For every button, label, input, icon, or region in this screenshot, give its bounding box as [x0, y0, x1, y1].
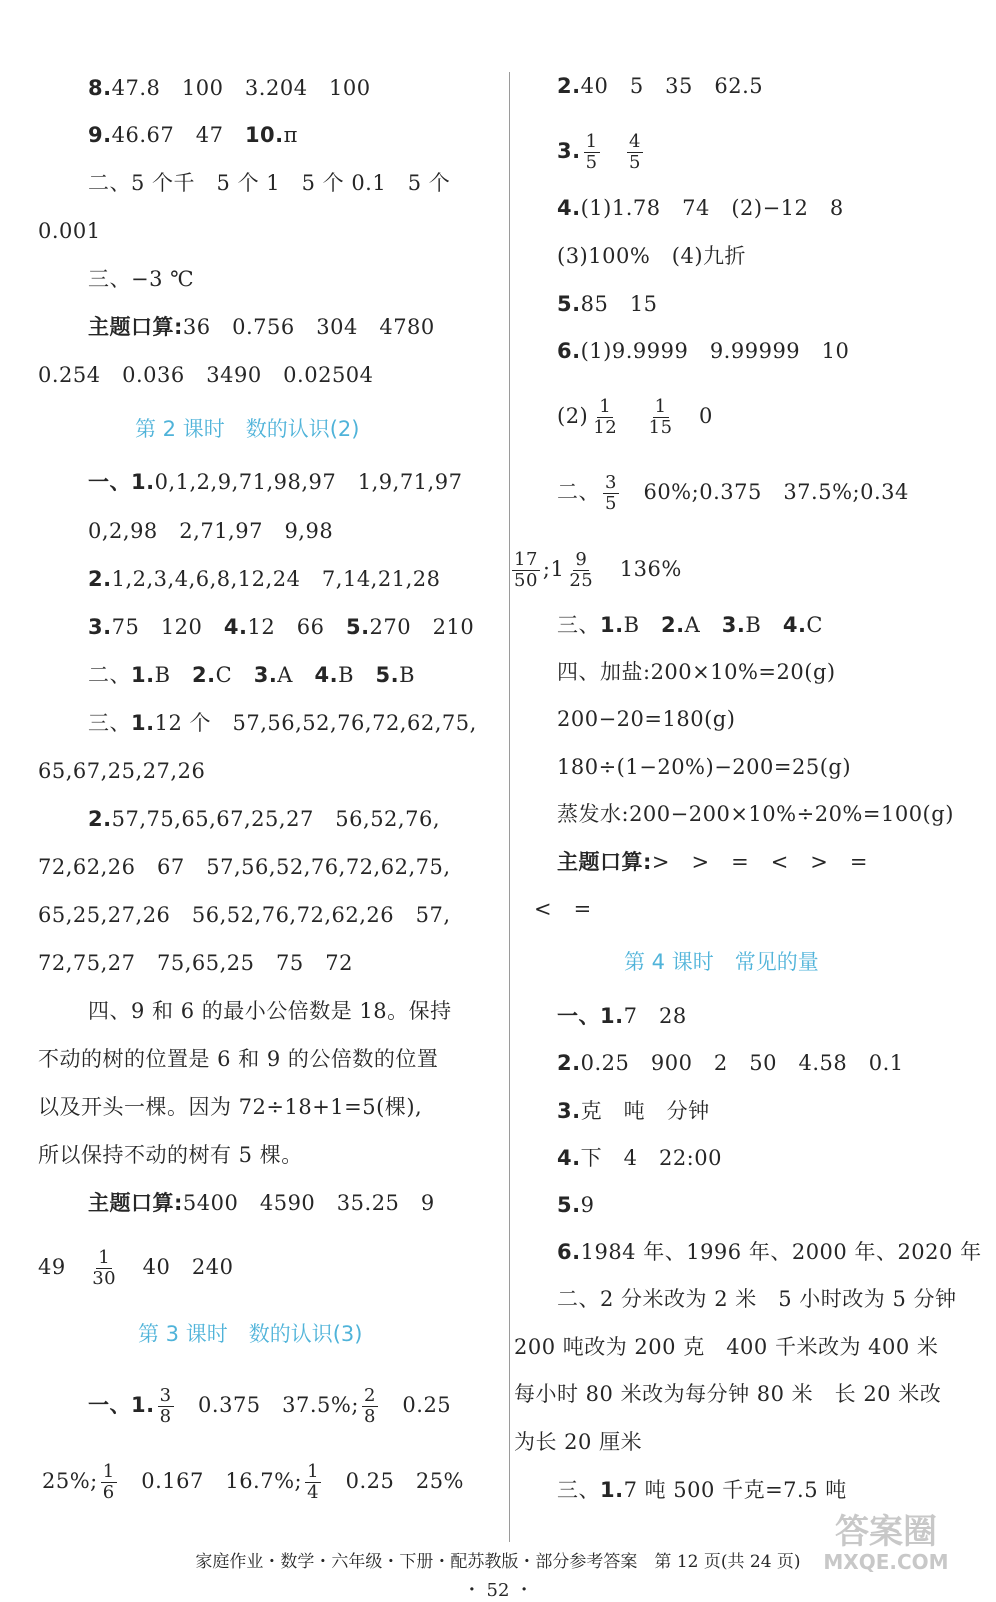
svg-text:MXQE.COM: MXQE.COM [823, 1550, 949, 1574]
answer-line: 3. $\frac{1}{5}$ $\frac{4}{5}$ [557, 131, 641, 173]
fraction: $\frac{1}{5}$ [585, 131, 598, 173]
answer-line: (2) $\frac{1}{12}$ $\frac{1}{15}$ 0 [557, 396, 713, 438]
answer-line: 主题口算:5400 4590 35.25 9 [88, 1191, 435, 1215]
answer-line: 为长 20 厘米 [514, 1430, 643, 1454]
answer-line: 每小时 80 米改为每分钟 80 米 长 20 米改 [514, 1382, 942, 1406]
fraction: $\frac{4}{5}$ [629, 131, 641, 173]
answer-line: 主题口算:36 0.756 304 4780 [88, 315, 435, 339]
answer-line: 6.(1)9.9999 9.99999 10 [557, 339, 850, 363]
answer-line: 3.克 吨 分钟 [557, 1099, 710, 1123]
fraction: $\frac{1}{12}$ [593, 396, 618, 438]
answer-line: 6.1984 年、1996 年、2000 年、2020 年 [557, 1240, 982, 1264]
fraction: $\frac{1}{30}$ [92, 1247, 117, 1289]
answer-line: 25%; $\frac{1}{6}$ 0.167 16.7%; $\frac{1}{4}$ 0.25 25% [42, 1461, 465, 1503]
fraction: $\frac{1}{15}$ [648, 396, 673, 438]
fraction: $\frac{9}{25}$ [569, 549, 594, 591]
fraction: $\frac{2}{8}$ [363, 1385, 376, 1427]
answer-line: 不动的树的位置是 6 和 9 的公倍数的位置 [38, 1047, 439, 1071]
answer-line: 四、加盐:200×10%=20(g) [557, 660, 836, 684]
answer-line: 2.40 5 35 62.5 [557, 74, 764, 98]
page-number: ・ 52 ・ [462, 1580, 534, 1601]
answer-line: 200−20=180(g) [557, 707, 736, 731]
answer-line: 2.57,75,65,67,25,27 56,52,76, [88, 807, 440, 831]
answer-line: 蒸发水:200−200×10%÷20%=100(g) [557, 802, 954, 826]
answer-line: 二、2 分米改为 2 米 5 小时改为 5 分钟 [557, 1287, 957, 1311]
answer-line: 0.001 [38, 219, 101, 243]
answer-line: 二、 $\frac{3}{5}$ 60%;0.375 37.5%;0.34 [557, 472, 909, 514]
answer-line: 4.(1)1.78 74 (2)−12 8 [557, 196, 844, 220]
answer-line: 72,62,26 67 57,56,52,76,72,62,75, [38, 855, 451, 879]
answer-line: (3)100% (4)九折 [557, 244, 747, 268]
answer-line: 三、1.12 个 57,56,52,76,72,62,75, [88, 711, 477, 735]
section-heading: 第 2 课时 数的认识(2) [135, 417, 360, 441]
answer-line: 一、1.7 28 [557, 1004, 687, 1028]
answer-line: 8.47.8 100 3.204 100 [88, 76, 371, 100]
answer-line: 三、1.B 2.A 3.B 4.C [557, 613, 823, 637]
answer-line: 2.1,2,3,4,6,8,12,24 7,14,21,28 [88, 567, 441, 591]
page-footer: 家庭作业・数学・六年级・下册・配苏教版・部分参考答案 第 12 页(共 24 页) [195, 1552, 801, 1572]
answer-line: 二、5 个千 5 个 1 5 个 0.1 5 个 [88, 171, 451, 195]
answer-line: 二、1.B 2.C 3.A 4.B 5.B [88, 663, 416, 687]
answer-line: 65,67,25,27,26 [38, 759, 206, 783]
answer-line: $\frac{17}{50}$ ;1 $\frac{9}{25}$ 136% [514, 549, 682, 591]
answer-line: 三、1.7 吨 500 千克=7.5 吨 [557, 1478, 847, 1502]
section-heading: 第 3 课时 数的认识(3) [138, 1322, 363, 1346]
fraction: $\frac{1}{4}$ [307, 1461, 320, 1503]
answer-line: 0.254 0.036 3490 0.02504 [38, 363, 374, 387]
answer-line: 72,75,27 75,65,25 75 72 [38, 951, 353, 975]
answer-line: 4.下 4 22:00 [557, 1146, 722, 1170]
column-divider [509, 72, 510, 1542]
fraction: $\frac{3}{5}$ [605, 472, 617, 514]
answer-line: 一、1. $\frac{3}{8}$ 0.375 37.5%; $\frac{2}{8}$ 0.25 [88, 1385, 452, 1427]
answer-line: 0,2,98 2,71,97 9,98 [88, 519, 334, 543]
answer-line: 180÷(1−20%)−200=25(g) [557, 755, 852, 779]
answer-line: 5.9 [557, 1193, 595, 1217]
fraction: $\frac{17}{50}$ [514, 549, 538, 591]
section-heading: 第 4 课时 常见的量 [624, 950, 819, 974]
answer-line: 一、1.0,1,2,9,71,98,97 1,9,71,97 [88, 470, 463, 494]
answer-line: 49 $\frac{1}{30}$ 40 240 [38, 1247, 234, 1289]
answer-line: 9.46.67 47 10.π [88, 123, 298, 147]
answer-line: < = [534, 897, 592, 921]
answer-line: 2.0.25 900 2 50 4.58 0.1 [557, 1051, 904, 1075]
fraction: $\frac{3}{8}$ [159, 1385, 172, 1427]
answer-line: 5.85 15 [557, 292, 658, 316]
answer-line: 65,25,27,26 56,52,76,72,62,26 57, [38, 903, 451, 927]
answer-line: 所以保持不动的树有 5 棵。 [38, 1143, 303, 1167]
fraction: $\frac{1}{6}$ [102, 1461, 115, 1503]
answer-line: 主题口算:> > = < > = [557, 850, 868, 874]
svg-text:答案圈: 答案圈 [835, 1512, 937, 1552]
answer-line: 四、9 和 6 的最小公倍数是 18。保持 [88, 999, 452, 1023]
answer-line: 200 吨改为 200 克 400 千米改为 400 米 [514, 1335, 939, 1359]
answer-line: 3.75 120 4.12 66 5.270 210 [88, 615, 475, 639]
answer-line: 三、−3 ℃ [88, 267, 195, 291]
answer-line: 以及开头一棵。因为 72÷18+1=5(棵), [38, 1095, 423, 1119]
